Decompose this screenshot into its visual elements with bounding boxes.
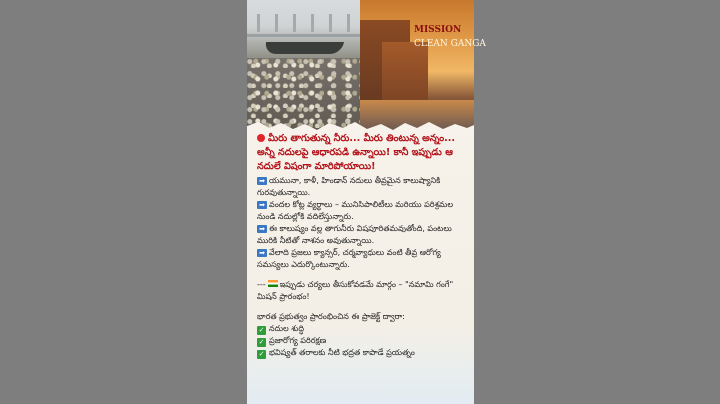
list-item: ✓ నదుల శుద్ధి (258, 324, 305, 334)
bridge-graphic (247, 10, 360, 37)
headline-text: మీరు తాగుతున్న నీరు... మీరు తింటున్న అన్నం... అన్నీ నదులపై ఆధారపడి ఉన్నాయి! కానీ ఇప్పుడు ఆ నదులే విషంగా మారిపోయాయి! (257, 133, 456, 172)
check-mark-icon: ✓ (258, 326, 265, 334)
india-flag-icon (268, 280, 278, 287)
mission-subtitle: CLEAN GANGA (414, 39, 486, 49)
red-circle-icon (257, 134, 265, 142)
bullet-list (257, 175, 469, 271)
list-item: ➡ వందల కోట్ల వ్యర్థాలు – మునిసిపాలిటీలు మరియు పరిశ్రమల నుండి నదుల్లోకి వదిలేస్తున్నారు. (257, 200, 454, 221)
arrow-right-icon: ➡ (257, 177, 267, 185)
post-card (247, 0, 486, 404)
arrow-right-icon: ➡ (257, 201, 267, 209)
list-item: ➡ యమునా, కాళీ, హిండాన్ నదులు తీవ్రమైన కాలుష్యానికి గురవుతున్నాయి. (257, 176, 441, 197)
post-text (257, 132, 469, 359)
list-item: ➡ ఈ కాలుష్యం వల్ల తాగునీరు విషపూరితమవుతోంది, పంటలు మురికి నీటితో నాశనం అవుతున్నాయి. (257, 224, 452, 245)
list-item: ➡ వేలాది ప్రజలు క్యాన్సర్, చర్మవ్యాధులు వంటి తీవ్ర ఆరోగ్య సమస్యలు ఎదుర్కొంటున్నారు. (257, 248, 441, 269)
check-mark-icon: ✓ (258, 350, 265, 358)
project-intro: భారత ప్రభుత్వం ప్రారంభించిన ఈ ప్రాజెక్ట్ ద్వారా: (257, 312, 405, 321)
list-item: ✓ భవిష్యత్ తరాలకు నీటి భద్రత కాపాడే ప్రయత్నం (258, 348, 415, 358)
arrow-right-icon: ➡ (257, 249, 267, 257)
headline (257, 132, 469, 174)
polluted-river-photo (247, 0, 360, 130)
mission-line: --- ఇప్పుడు చర్యలు తీసుకోవడమే మార్గం – "నమామి గంగే" మిషన్ ప్రారంభం! (257, 280, 454, 301)
mission-title: MISSION (414, 25, 462, 35)
boat-graphic (264, 42, 344, 54)
ganga-ghats-photo (360, 0, 486, 130)
arrow-right-icon: ➡ (257, 225, 267, 233)
list-item: ✓ ప్రజారోగ్య పరిరక్షణ (258, 336, 327, 346)
check-mark-icon: ✓ (258, 338, 265, 346)
